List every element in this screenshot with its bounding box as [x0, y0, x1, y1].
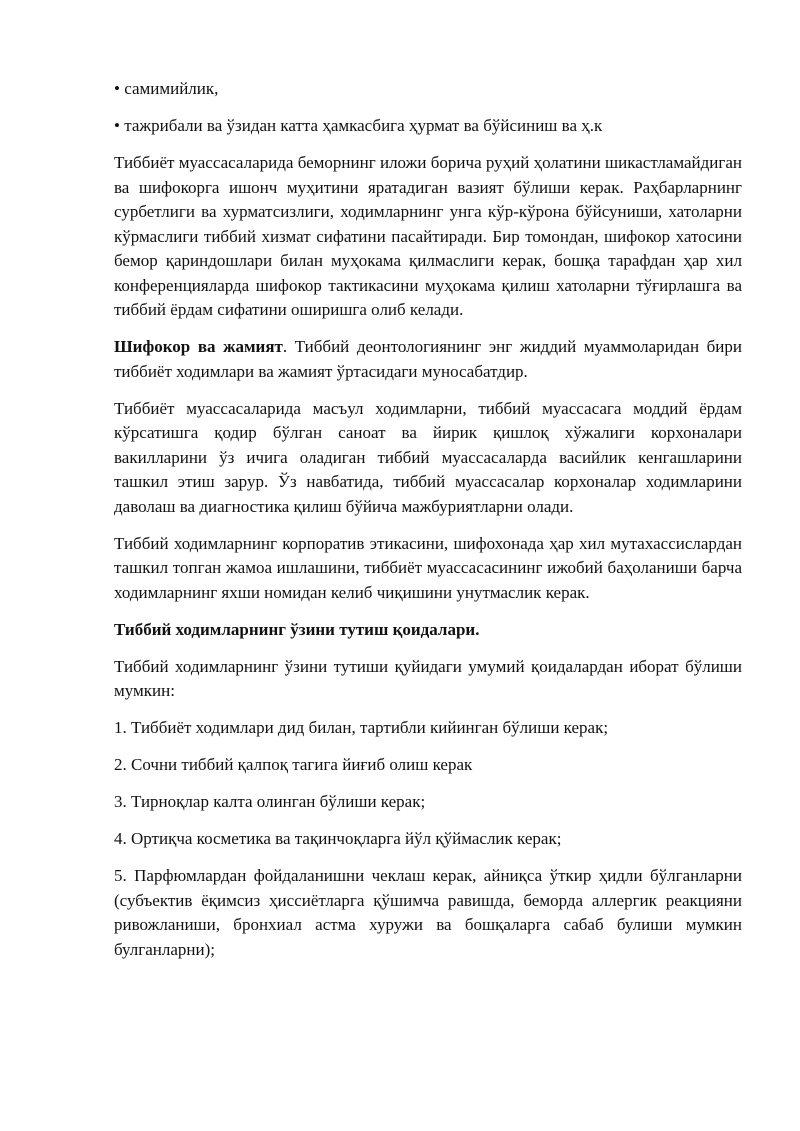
paragraph-councils: Тиббиёт муассасаларида масъул ходимларни, тиббий муассасага моддий ёрдам кўрсатишга қодир бўлган саноат ва йирик қишлоқ хўжалиги корхоналари вакилларини ўз ичига оладиган тиббий муассасаларда васийлик кенгашларини ташкил этиш зарур. Ўз навбатида, тиббий муассасалар корхоналар ходимларини даволаш ва диагностика қилиш бўйича мажбуриятларни олади.	[114, 398, 742, 516]
rule-item: 3. Тирноқлар калта олинган бўлиши керак;	[114, 792, 426, 811]
paragraph-society	[114, 335, 742, 384]
paragraph-ethics: Тиббий ходимларнинг корпоратив этикасини, шифохонада ҳар хил мутахассислардан ташкил топган жамоа ишлашини, тиббиёт муассасасининг ижобий баҳоланиши барча ходимларнинг яхши номидан келиб чиқишини унутмаслик керак.	[114, 533, 742, 602]
document-page	[114, 77, 742, 975]
paragraph-society-text: . Тиббий деонтологиянинг энг жиддий муаммоларидан бири тиббиёт ходимлари ва жамият ўртасидаги муносабатдир.	[114, 337, 742, 381]
paragraph-rules-intro: Тиббий ходимларнинг ўзини тутиши қуйидаги умумий қоидалардан иборат бўлиши мумкин:	[114, 656, 742, 700]
rule-item: 2. Сочни тиббий қалпоқ тагига йиғиб олиш керак	[114, 755, 473, 774]
rule-item: 1. Тиббиёт ходимлари дид билан, тартибли кийинган бўлиши керак;	[114, 718, 609, 737]
bullet-item: • самимийлик,	[114, 79, 219, 98]
section-heading-society: Шифокор ва жамият	[114, 337, 283, 356]
paragraph-hospital-climate: Тиббиёт муассасаларида беморнинг иложи борича руҳий ҳолатини шикастламайдиган ва шифокорга ишонч муҳитини яратадиган вазият бўлиши керак. Раҳбарларнинг сурбетлиги ва хурматсизлиги, ходимларнинг унга кўр-кўрона бўйсуниши, хатоларни кўрмаслиги тиббий хизмат сифатини пасайтиради. Бир томондан, шифокор хатосини бемор қариндошлари билан муҳокама қилмаслиги керак, бошқа тарафдан ҳар хил конференцияларда шифокор тактикасини муҳокама қилиш хатоларни тўғирлашга ва тиббий ёрдам сифатини оширишга олиб келади.	[114, 153, 742, 319]
rule-item: 4. Ортиқча косметика ва тақинчоқларга йўл қўймаслик керак;	[114, 829, 562, 848]
rule-item: 5. Парфюмлардан фойдаланишни чеклаш керак, айниқса ўткир ҳидли бўлганларни (субъектив ёқимсиз ҳиссиётларга қўшимча равишда, беморда аллергик реакцияни ривожланиши, бронхиал астма хуружи ва бошқаларга сабаб булиши мумкин булганларни);	[114, 866, 742, 959]
section-heading-rules: Тиббий ходимларнинг ўзини тутиш қоидалари.	[114, 619, 480, 639]
bullet-item: • тажрибали ва ўзидан катта ҳамкасбига ҳурмат ва бўйсиниш ва ҳ.к	[114, 116, 603, 135]
